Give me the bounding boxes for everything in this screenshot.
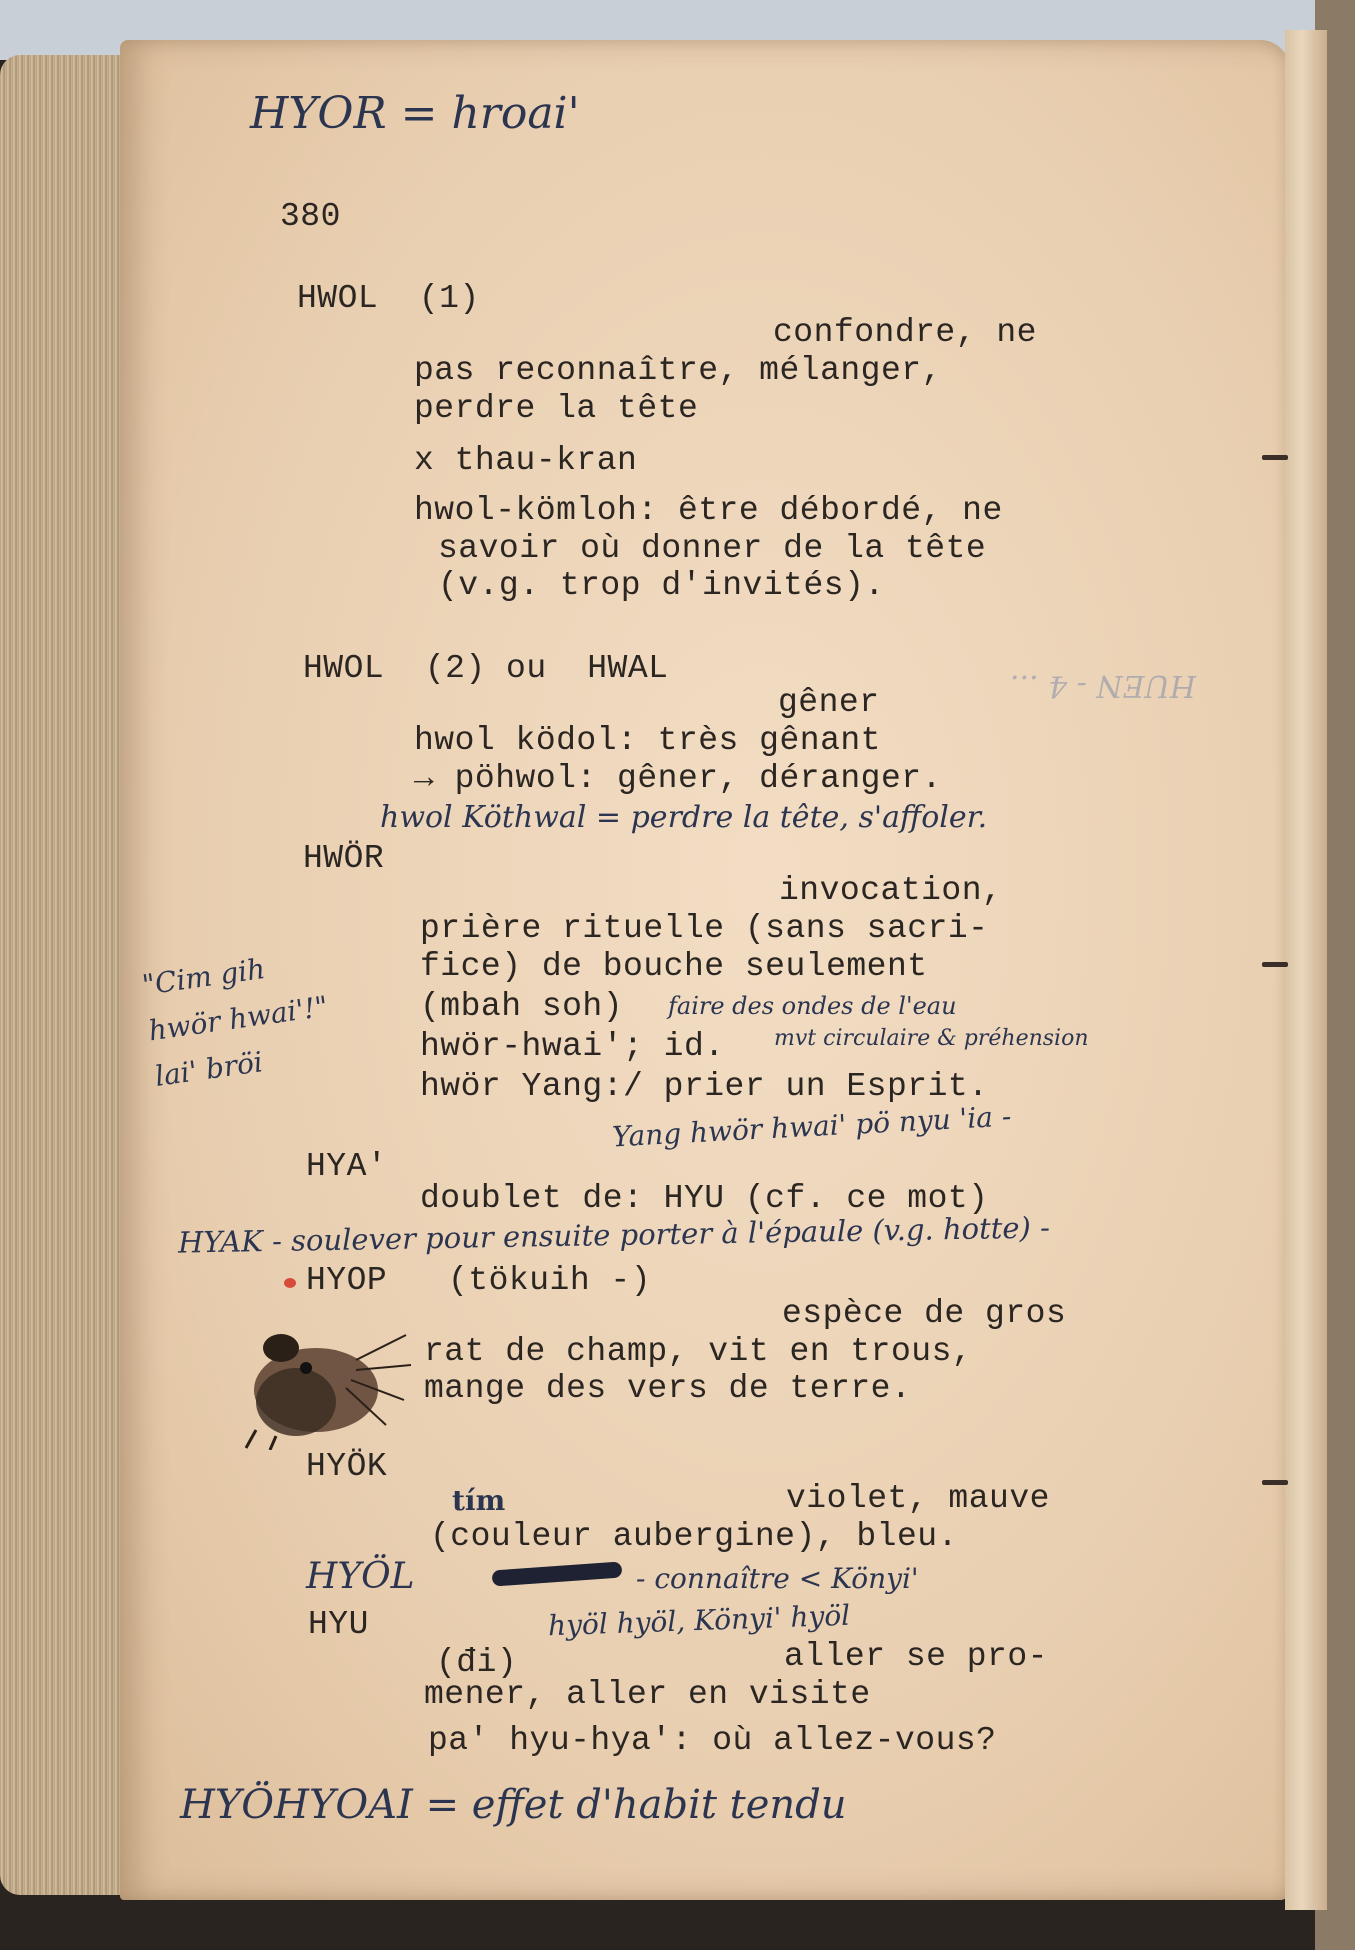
headword-hyu: HYU [308, 1606, 369, 1643]
handwritten-annotation: hwol Köthwal = perdre la tête, s'affoler. [380, 800, 988, 835]
gloss-text: aller se pro- [784, 1638, 1048, 1675]
gloss-text: violet, mauve [786, 1480, 1050, 1517]
gloss-text: fice) de bouche seulement [420, 948, 928, 985]
gloss-text: mener, aller en visite [424, 1676, 871, 1713]
example-text: → pöhwol: gêner, déranger. [414, 760, 942, 797]
page-number: 380 [280, 198, 341, 235]
handwritten-annotation: faire des ondes de l'eau [668, 992, 957, 1020]
handwritten-annotation: - connaître < Könyi' [636, 1562, 919, 1595]
headword-hwol-2: HWOL (2) ou HWAL [303, 650, 669, 687]
footer-handwritten-note: HYÖHYOAI = effet d'habit tendu [180, 1782, 847, 1828]
gloss-text: espèce de gros [782, 1295, 1067, 1332]
page-mark [1262, 1480, 1288, 1485]
handwritten-annotation: mvt circulaire & préhension [774, 1026, 1089, 1051]
margin-handwritten-note: "Cim gih hwör hwai'!" lai' bröi [140, 951, 330, 1093]
gloss-text: perdre la tête [414, 390, 699, 427]
book-right-pages [1285, 30, 1327, 1910]
gloss-text: doublet de: HYU (cf. ce mot) [420, 1180, 989, 1217]
gloss-text: invocation, [779, 872, 1003, 909]
handwritten-annotation: hyöl hyöl, Könyi' hyöl [547, 1598, 851, 1643]
gloss-text: gêner [778, 684, 880, 721]
gloss-text: pas reconnaître, mélanger, [414, 352, 942, 389]
handwritten-annotation: tím [452, 1484, 506, 1517]
example-text: pa' hyu-hya': où allez-vous? [428, 1722, 997, 1759]
cross-reference: x thau-kran [414, 442, 638, 479]
handwritten-annotation: HYAK - soulever pour ensuite porter à l'épaule (v.g. hotte) - [177, 1210, 1051, 1260]
gloss-text: (mbah soh) [420, 988, 624, 1025]
bleed-through-note: HUEN - 4 ... [1010, 668, 1197, 703]
gloss-text: mange des vers de terre. [424, 1370, 912, 1407]
gloss-text: confondre, ne [773, 314, 1037, 351]
example-text: hwol-kömloh: être débordé, ne [414, 492, 1003, 529]
example-text: savoir où donner de la tête [438, 530, 987, 567]
example-text: hwol ködol: très gênant [414, 722, 881, 759]
handwritten-headword-hyol: HYÖL [306, 1556, 415, 1597]
note-text: (tökuih -) [448, 1262, 652, 1299]
headword-hwol-1: HWOL (1) [297, 280, 480, 317]
example-text: hwör-hwai'; id. [420, 1028, 725, 1065]
gloss-text: prière rituelle (sans sacri- [420, 910, 989, 947]
header-handwritten-note: HYOR = hroai' [250, 88, 580, 139]
headword-hya: HYA' [306, 1148, 388, 1185]
example-text: (v.g. trop d'invités). [438, 567, 885, 604]
headword-hyop: HYOP [306, 1262, 388, 1299]
rat-drawing [236, 1310, 416, 1450]
example-text: hwör Yang:/ prier un Esprit. [420, 1068, 989, 1105]
red-mark [284, 1278, 296, 1288]
headword-hyok: HYÖK [306, 1448, 388, 1485]
note-text: (đi) [436, 1644, 518, 1681]
headword-hwor: HWÖR [303, 840, 385, 877]
page-mark [1262, 455, 1288, 460]
gloss-text: rat de champ, vit en trous, [424, 1333, 973, 1370]
handwritten-annotation: Yang hwör hwai' pö nyu 'ia - [611, 1099, 1013, 1154]
gloss-text: (couleur aubergine), bleu. [430, 1518, 958, 1555]
page-mark [1262, 962, 1288, 967]
book-fore-edge [0, 55, 135, 1895]
